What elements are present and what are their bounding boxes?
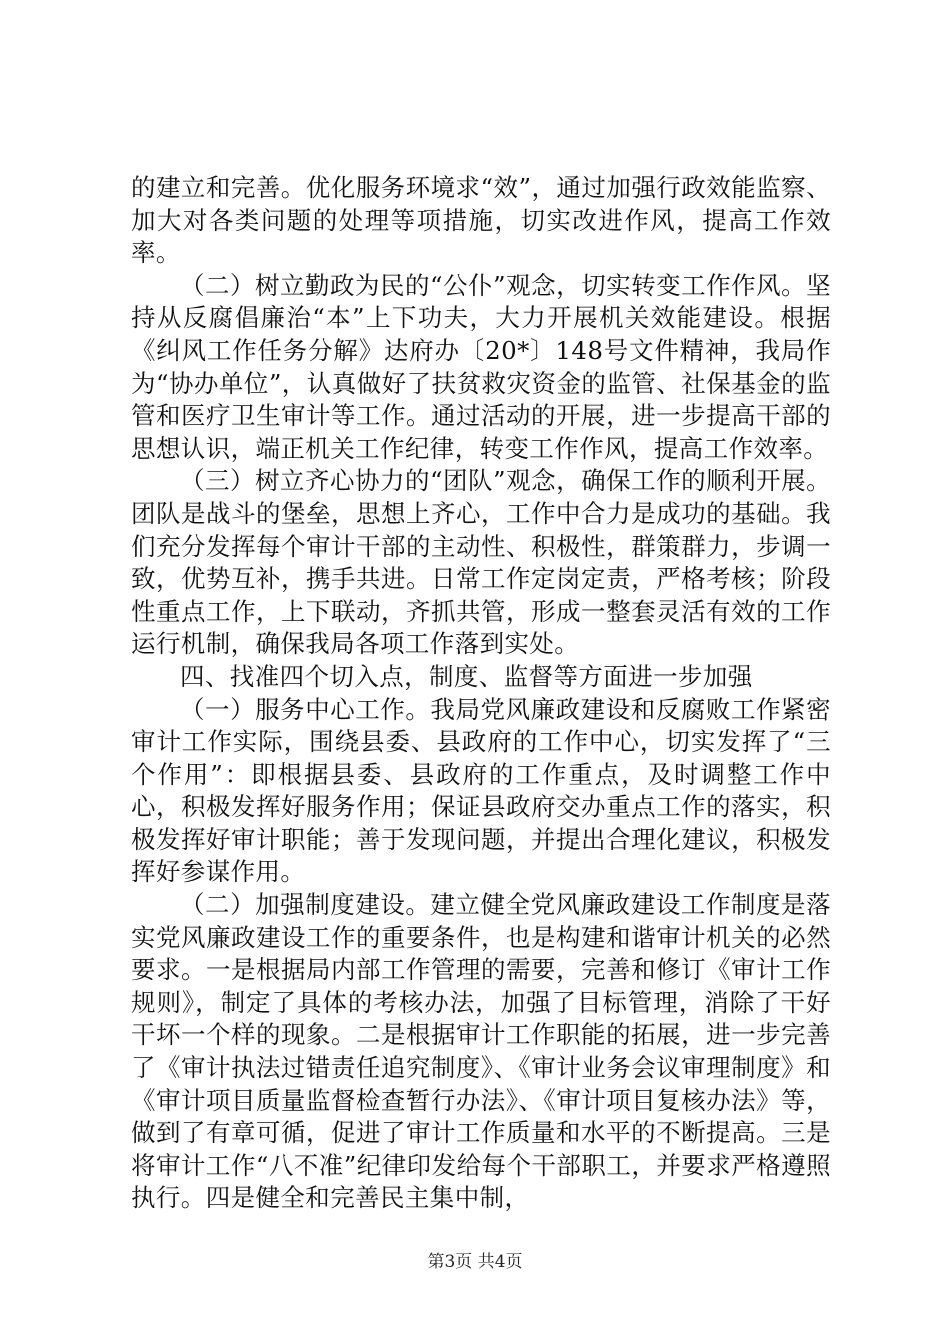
paragraph: （一）服务中心工作。我局党风廉政建设和反腐败工作紧密审计工作实际，围绕县委、县政府的工作中心，切实发挥了“三个作用”：即根据县委、县政府的工作重点，及时调整工作中心，积极发挥好服务作用；保证县政府交办重点工作的落实，积极发挥好审计职能；善于发现问题，并提出合理化建议，积极发挥好参谋作用。 (131, 694, 831, 887)
paragraph: （二）加强制度建设。建立健全党风廉政建设工作制度是落实党风廉政建设工作的重要条件，也是构建和谐审计机关的必然要求。一是根据局内部工作管理的需要，完善和修订《审计工作规则》，制定了具体的考核办法，加强了目标管理，消除了干好干坏一个样的现象。二是根据审计工作职能的拓展，进一步完善了《审计执法过错责任追究制度》、《审计业务会议审理制度》和《审计项目质量监督检查暂行办法》、《审计项目复核办法》等，做到了有章可循，促进了审计工作质量和水平的不断提高。三是将审计工作“八不准”纪律印发给每个干部职工，并要求严格遵照执行。四是健全和完善民主集中制， (131, 890, 831, 1213)
paragraph: （二）树立勤政为民的“公仆”观念，切实转变工作作风。坚持从反腐倡廉治“本”上下功夫，大力开展机关效能建设。根据《纠风工作任务分解》达府办〔20*〕148号文件精神，我局作为“协办单位”，认真做好了扶贫救灾资金的监管、社保基金的监管和医疗卫生审计等工作。通过活动的开展，进一步提高干部的思想认识，端正机关工作纪律，转变工作作风，提高工作效率。 (131, 270, 831, 463)
body-text (131, 172, 831, 1215)
paragraph: （三）树立齐心协力的“团队”观念，确保工作的顺利开展。团队是战斗的堡垒，思想上齐心，工作中合力是成功的基础。我们充分发挥每个审计干部的主动性、积极性，群策群力，步调一致，优势互补，携手共进。日常工作定岗定责，严格考核；阶段性重点工作，上下联动，齐抓共管，形成一整套灵活有效的工作运行机制，确保我局各项工作落到实处。 (131, 466, 831, 659)
paragraph: 的建立和完善。优化服务环境求“效”，通过加强行政效能监察、加大对各类问题的处理等项措施，切实改进作风，提高工作效率。 (131, 173, 831, 268)
page-number-footer: 第3页 共4页 (427, 1252, 523, 1272)
section-heading: 四、找准四个切入点，制度、监督等方面进一步加强 (180, 661, 753, 691)
